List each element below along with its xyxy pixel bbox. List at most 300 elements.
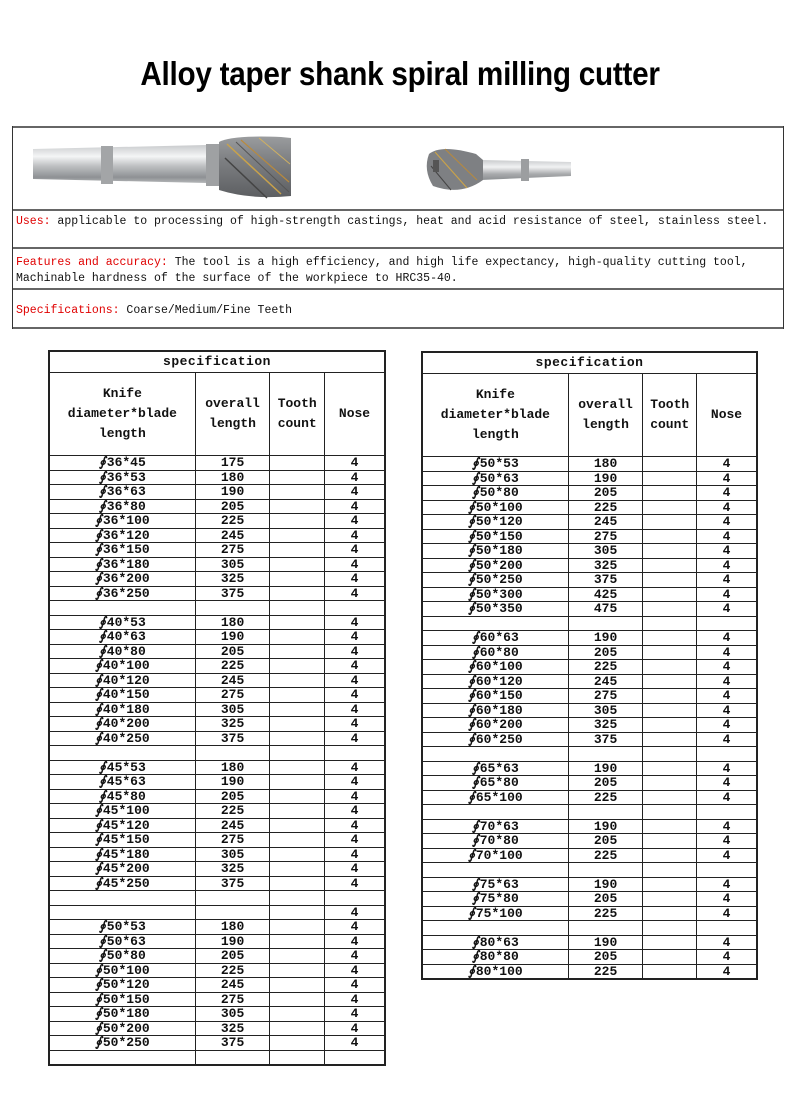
cell-nose: 4 — [325, 847, 385, 862]
cell-overall-length: 180 — [568, 457, 643, 472]
cell-nose: 4 — [697, 834, 757, 849]
diameter-symbol-icon: ∮ — [98, 614, 106, 630]
diameter-value: 60*150 — [475, 688, 523, 703]
cell-diameter-blade-length — [422, 863, 568, 878]
cell-diameter-blade-length — [49, 470, 195, 485]
cell-nose: 4 — [325, 876, 385, 891]
cell-nose: 4 — [697, 587, 757, 602]
cell-tooth-count — [643, 964, 697, 979]
cell-nose: 4 — [697, 776, 757, 791]
cell-diameter-blade-length — [422, 819, 568, 834]
table-caption: specification — [49, 351, 385, 373]
cell-overall-length: 275 — [568, 529, 643, 544]
cell-tooth-count — [270, 601, 325, 616]
diameter-value: 70*100 — [475, 847, 523, 863]
diameter-symbol-icon: ∮ — [471, 644, 479, 660]
cell-overall-length: 245 — [195, 818, 270, 833]
cell-overall-length: 475 — [568, 602, 643, 617]
cell-tooth-count — [270, 1007, 325, 1022]
diameter-symbol-icon: ∮ — [471, 775, 479, 790]
diameter-value: 60*250 — [475, 731, 523, 747]
diameter-symbol-icon: ∮ — [468, 702, 475, 718]
table-row-separator — [49, 746, 385, 761]
cell-diameter-blade-length — [422, 906, 568, 921]
diameter-value: 70*80 — [479, 833, 519, 848]
cell-diameter-blade-length — [49, 804, 195, 819]
cell-diameter-blade-length — [49, 630, 195, 645]
cell-tooth-count — [643, 573, 697, 588]
table-row — [422, 660, 757, 675]
cell-nose: 4 — [697, 877, 757, 892]
diameter-value: 65*80 — [479, 775, 519, 790]
diameter-value: 50*120 — [475, 514, 523, 529]
table-row — [49, 949, 385, 964]
cell-nose: 4 — [325, 630, 385, 645]
cell-overall-length — [568, 921, 643, 936]
diameter-value: 50*100 — [102, 962, 150, 978]
cell-overall-length: 175 — [195, 456, 270, 471]
uses-row — [13, 209, 783, 249]
cell-nose: 4 — [325, 499, 385, 514]
cell-overall-length: 190 — [195, 775, 270, 790]
diameter-symbol-icon: ∮ — [95, 817, 102, 833]
cell-nose: 4 — [325, 673, 385, 688]
cell-nose: 4 — [697, 471, 757, 486]
cell-overall-length: 190 — [568, 471, 643, 486]
table-row — [422, 732, 757, 747]
cell-tooth-count — [270, 1036, 325, 1051]
cell-nose: 4 — [697, 515, 757, 530]
cell-overall-length — [568, 616, 643, 631]
diameter-value: 36*250 — [102, 585, 150, 601]
cell-overall-length: 205 — [568, 776, 643, 791]
cell-diameter-blade-length — [422, 747, 568, 762]
diameter-value: 80*80 — [479, 949, 519, 964]
header-overall-length: overall length — [568, 374, 643, 457]
table-row — [49, 789, 385, 804]
header-nose: Nose — [325, 373, 385, 456]
cell-overall-length: 180 — [195, 470, 270, 485]
diameter-symbol-icon: ∮ — [98, 948, 106, 963]
cell-tooth-count — [643, 877, 697, 892]
diameter-symbol-icon: ∮ — [471, 760, 479, 776]
diameter-symbol-icon: ∮ — [98, 933, 106, 949]
cell-diameter-blade-length — [422, 935, 568, 950]
diameter-value: 80*100 — [475, 963, 523, 979]
cell-nose — [325, 746, 385, 761]
table-row — [49, 731, 385, 746]
cell-diameter-blade-length — [49, 456, 195, 471]
cell-diameter-blade-length — [422, 921, 568, 936]
cell-nose: 4 — [325, 543, 385, 558]
diameter-symbol-icon: ∮ — [95, 672, 102, 688]
cell-diameter-blade-length — [49, 731, 195, 746]
diameter-symbol-icon: ∮ — [468, 528, 475, 544]
cell-overall-length: 275 — [195, 992, 270, 1007]
cell-tooth-count — [270, 543, 325, 558]
cell-diameter-blade-length — [422, 616, 568, 631]
cell-tooth-count — [643, 834, 697, 849]
cell-diameter-blade-length — [49, 905, 195, 920]
table-row — [49, 818, 385, 833]
cell-overall-length: 190 — [568, 935, 643, 950]
table-caption: specification — [422, 352, 757, 374]
table-row — [49, 717, 385, 732]
cell-nose: 4 — [697, 732, 757, 747]
cell-tooth-count — [270, 905, 325, 920]
cell-nose — [697, 921, 757, 936]
specifications-text: Coarse/Medium/Fine Teeth — [119, 304, 293, 317]
cell-diameter-blade-length — [422, 573, 568, 588]
diameter-value: 50*180 — [475, 543, 523, 558]
cell-diameter-blade-length — [49, 818, 195, 833]
cell-nose: 4 — [697, 703, 757, 718]
diameter-value: 40*53 — [106, 614, 146, 630]
cell-tooth-count — [643, 805, 697, 820]
cell-overall-length: 225 — [195, 659, 270, 674]
cell-tooth-count — [643, 921, 697, 936]
diameter-symbol-icon: ∮ — [95, 556, 102, 572]
cell-tooth-count — [643, 515, 697, 530]
cell-diameter-blade-length — [422, 689, 568, 704]
table-row — [422, 529, 757, 544]
cell-nose: 4 — [697, 819, 757, 834]
cell-tooth-count — [270, 992, 325, 1007]
cell-overall-length: 375 — [195, 731, 270, 746]
cell-overall-length: 205 — [195, 789, 270, 804]
cell-overall-length: 190 — [568, 631, 643, 646]
diameter-symbol-icon: ∮ — [468, 789, 475, 805]
diameter-value: 45*80 — [106, 788, 146, 804]
diameter-value: 65*63 — [479, 760, 519, 776]
table-row — [422, 500, 757, 515]
diameter-value: 40*250 — [102, 730, 150, 746]
cell-diameter-blade-length — [49, 702, 195, 717]
diameter-symbol-icon: ∮ — [471, 630, 479, 645]
cell-diameter-blade-length — [49, 992, 195, 1007]
diameter-symbol-icon: ∮ — [98, 484, 106, 499]
cell-diameter-blade-length — [49, 1036, 195, 1051]
cell-nose: 4 — [697, 573, 757, 588]
diameter-symbol-icon: ∮ — [471, 833, 479, 848]
cell-tooth-count — [643, 457, 697, 472]
cell-overall-length: 225 — [568, 500, 643, 515]
diameter-value: 36*150 — [102, 542, 150, 557]
cell-overall-length — [195, 746, 270, 761]
table-row — [49, 847, 385, 862]
cell-diameter-blade-length — [49, 746, 195, 761]
uses-label: Uses: — [16, 215, 51, 228]
table-row — [422, 703, 757, 718]
cell-tooth-count — [270, 934, 325, 949]
cell-nose: 4 — [697, 964, 757, 979]
diameter-symbol-icon: ∮ — [468, 731, 475, 747]
table-row — [49, 920, 385, 935]
cell-overall-length: 225 — [195, 514, 270, 529]
diameter-symbol-icon: ∮ — [471, 891, 479, 906]
cell-tooth-count — [643, 602, 697, 617]
diameter-symbol-icon: ∮ — [95, 513, 102, 528]
header-nose: Nose — [697, 374, 757, 457]
cell-nose — [325, 891, 385, 906]
cell-diameter-blade-length — [49, 673, 195, 688]
diameter-value: 60*80 — [479, 644, 519, 660]
cell-tooth-count — [643, 631, 697, 646]
cell-nose: 4 — [325, 992, 385, 1007]
table-row — [422, 544, 757, 559]
table-row-separator — [422, 616, 757, 631]
cell-diameter-blade-length — [422, 645, 568, 660]
cell-nose — [325, 601, 385, 616]
diameter-symbol-icon: ∮ — [95, 571, 102, 586]
features-row — [13, 250, 783, 290]
cell-diameter-blade-length — [49, 615, 195, 630]
diameter-value: 50*80 — [106, 948, 146, 963]
cell-tooth-count — [270, 818, 325, 833]
cell-overall-length — [568, 805, 643, 820]
cell-nose: 4 — [325, 804, 385, 819]
cell-tooth-count — [643, 906, 697, 921]
cell-overall-length — [195, 905, 270, 920]
cell-diameter-blade-length — [49, 775, 195, 790]
diameter-value: 60*200 — [475, 717, 523, 732]
cell-diameter-blade-length — [49, 760, 195, 775]
specifications-label: Specifications: — [16, 304, 120, 317]
table-row — [422, 892, 757, 907]
cell-overall-length: 375 — [568, 732, 643, 747]
cell-overall-length: 225 — [568, 964, 643, 979]
cell-diameter-blade-length — [422, 674, 568, 689]
cell-tooth-count — [643, 674, 697, 689]
diameter-value: 45*150 — [102, 832, 150, 847]
diameter-symbol-icon: ∮ — [95, 962, 102, 978]
cell-tooth-count — [643, 747, 697, 762]
cell-diameter-blade-length — [49, 789, 195, 804]
cell-overall-length: 305 — [195, 1007, 270, 1022]
cell-tooth-count — [643, 718, 697, 733]
cell-tooth-count — [270, 717, 325, 732]
cell-nose: 4 — [325, 485, 385, 500]
cell-tooth-count — [643, 732, 697, 747]
diameter-symbol-icon: ∮ — [468, 963, 475, 979]
header-diameter: Knife diameter*blade length — [422, 374, 568, 457]
table-row — [422, 457, 757, 472]
cell-overall-length: 205 — [568, 486, 643, 501]
diameter-symbol-icon: ∮ — [468, 586, 475, 602]
diameter-symbol-icon: ∮ — [95, 861, 102, 876]
cell-tooth-count — [270, 833, 325, 848]
diameter-symbol-icon: ∮ — [468, 601, 475, 616]
page-title: Alloy taper shank spiral milling cutter — [140, 55, 660, 92]
cell-diameter-blade-length — [49, 659, 195, 674]
cell-nose: 4 — [325, 833, 385, 848]
cell-overall-length: 375 — [195, 876, 270, 891]
cell-tooth-count — [270, 514, 325, 529]
product-info-box — [12, 126, 784, 329]
cell-tooth-count — [270, 891, 325, 906]
cell-overall-length: 325 — [568, 558, 643, 573]
table-row — [49, 804, 385, 819]
cell-tooth-count — [270, 731, 325, 746]
cell-diameter-blade-length — [49, 876, 195, 891]
cell-diameter-blade-length — [49, 717, 195, 732]
cell-nose: 4 — [325, 615, 385, 630]
diameter-symbol-icon: ∮ — [468, 499, 475, 515]
cell-overall-length: 275 — [195, 833, 270, 848]
table-row — [49, 1007, 385, 1022]
diameter-symbol-icon: ∮ — [98, 498, 106, 514]
diameter-value: 50*120 — [102, 977, 150, 992]
table-row — [422, 674, 757, 689]
cell-overall-length: 245 — [195, 673, 270, 688]
cell-nose: 4 — [325, 470, 385, 485]
diameter-value: 45*200 — [102, 861, 150, 876]
cell-diameter-blade-length — [422, 486, 568, 501]
table-row — [422, 819, 757, 834]
cell-diameter-blade-length — [49, 485, 195, 500]
cell-diameter-blade-length — [422, 631, 568, 646]
cell-overall-length: 325 — [195, 572, 270, 587]
table-row — [49, 760, 385, 775]
diameter-symbol-icon: ∮ — [95, 977, 102, 992]
cell-overall-length: 375 — [195, 586, 270, 601]
cell-overall-length: 275 — [195, 543, 270, 558]
diameter-symbol-icon: ∮ — [98, 759, 106, 775]
diameter-symbol-icon: ∮ — [98, 788, 106, 804]
diameter-value: 36*80 — [106, 498, 146, 514]
cell-nose: 4 — [697, 761, 757, 776]
diameter-value: 50*150 — [102, 991, 150, 1007]
cell-overall-length: 225 — [568, 660, 643, 675]
cell-overall-length: 325 — [195, 1021, 270, 1036]
table-row — [49, 456, 385, 471]
diameter-value: 40*180 — [102, 701, 150, 717]
diameter-symbol-icon: ∮ — [468, 688, 475, 703]
cell-overall-length: 325 — [195, 717, 270, 732]
cell-tooth-count — [270, 1050, 325, 1065]
cell-tooth-count — [643, 471, 697, 486]
cell-nose: 4 — [325, 717, 385, 732]
cell-nose — [697, 805, 757, 820]
diameter-symbol-icon: ∮ — [95, 803, 102, 818]
cell-nose: 4 — [325, 659, 385, 674]
diameter-symbol-icon: ∮ — [471, 818, 479, 834]
cell-diameter-blade-length — [422, 805, 568, 820]
product-image-row — [13, 126, 783, 211]
table-row — [49, 659, 385, 674]
cell-diameter-blade-length — [49, 557, 195, 572]
cell-overall-length: 190 — [195, 485, 270, 500]
table-row — [49, 586, 385, 601]
diameter-symbol-icon: ∮ — [468, 543, 475, 558]
diameter-value: 50*150 — [475, 528, 523, 544]
table-row — [422, 935, 757, 950]
diameter-symbol-icon: ∮ — [471, 485, 479, 500]
cell-overall-length — [568, 747, 643, 762]
cell-tooth-count — [643, 761, 697, 776]
cell-diameter-blade-length — [49, 934, 195, 949]
cell-tooth-count — [643, 689, 697, 704]
cell-diameter-blade-length — [422, 471, 568, 486]
cell-tooth-count — [270, 1021, 325, 1036]
cell-nose: 4 — [325, 572, 385, 587]
diameter-value: 36*45 — [106, 455, 146, 470]
cell-overall-length: 205 — [568, 950, 643, 965]
cell-nose: 4 — [325, 1036, 385, 1051]
cell-diameter-blade-length — [49, 949, 195, 964]
cell-nose: 4 — [697, 486, 757, 501]
features-text: The tool is a high efficiency, and high life expectancy, high-quality cutting tool, Machinable hardness of the surface of the workpiece to HRC35-40. — [16, 256, 748, 285]
cell-diameter-blade-length — [422, 515, 568, 530]
diameter-symbol-icon: ∮ — [98, 774, 106, 789]
table-row — [49, 978, 385, 993]
cell-tooth-count — [643, 776, 697, 791]
diameter-value: 45*250 — [102, 875, 150, 891]
table-row — [49, 1036, 385, 1051]
cell-diameter-blade-length — [422, 703, 568, 718]
table-row — [49, 963, 385, 978]
cell-tooth-count — [643, 616, 697, 631]
cell-diameter-blade-length — [422, 761, 568, 776]
cell-diameter-blade-length — [49, 514, 195, 529]
cell-nose — [697, 616, 757, 631]
diameter-symbol-icon: ∮ — [468, 847, 475, 863]
cell-nose: 4 — [697, 848, 757, 863]
table-row — [49, 615, 385, 630]
cell-diameter-blade-length — [49, 688, 195, 703]
cell-tooth-count — [643, 544, 697, 559]
diameter-symbol-icon: ∮ — [98, 469, 106, 485]
table-row — [422, 631, 757, 646]
cell-overall-length — [568, 863, 643, 878]
cell-overall-length: 425 — [568, 587, 643, 602]
cell-diameter-blade-length — [49, 499, 195, 514]
cell-diameter-blade-length — [49, 1007, 195, 1022]
cell-overall-length — [195, 1050, 270, 1065]
cell-tooth-count — [643, 660, 697, 675]
cell-tooth-count — [643, 587, 697, 602]
cell-nose: 4 — [325, 775, 385, 790]
cell-overall-length — [195, 601, 270, 616]
cell-nose — [697, 747, 757, 762]
cell-nose — [697, 863, 757, 878]
table-row-separator — [49, 601, 385, 616]
cell-nose: 4 — [697, 558, 757, 573]
table-row — [422, 964, 757, 979]
cell-overall-length: 205 — [195, 949, 270, 964]
diameter-value: 45*63 — [106, 774, 146, 789]
cell-tooth-count — [270, 746, 325, 761]
cell-overall-length: 205 — [568, 892, 643, 907]
cell-diameter-blade-length — [49, 833, 195, 848]
cell-nose: 4 — [697, 660, 757, 675]
cell-nose: 4 — [325, 963, 385, 978]
table-row-separator — [422, 805, 757, 820]
diameter-symbol-icon: ∮ — [98, 629, 106, 644]
cell-diameter-blade-length — [49, 586, 195, 601]
diameter-value: 65*100 — [475, 789, 523, 805]
diameter-symbol-icon: ∮ — [95, 527, 102, 543]
diameter-value: 50*53 — [106, 919, 146, 934]
cell-diameter-blade-length — [49, 644, 195, 659]
cell-tooth-count — [643, 529, 697, 544]
diameter-symbol-icon: ∮ — [95, 1035, 102, 1050]
cell-tooth-count — [643, 819, 697, 834]
cell-diameter-blade-length — [49, 601, 195, 616]
table-row — [49, 775, 385, 790]
features-label: Features and accuracy: — [16, 256, 168, 269]
table-row — [422, 950, 757, 965]
